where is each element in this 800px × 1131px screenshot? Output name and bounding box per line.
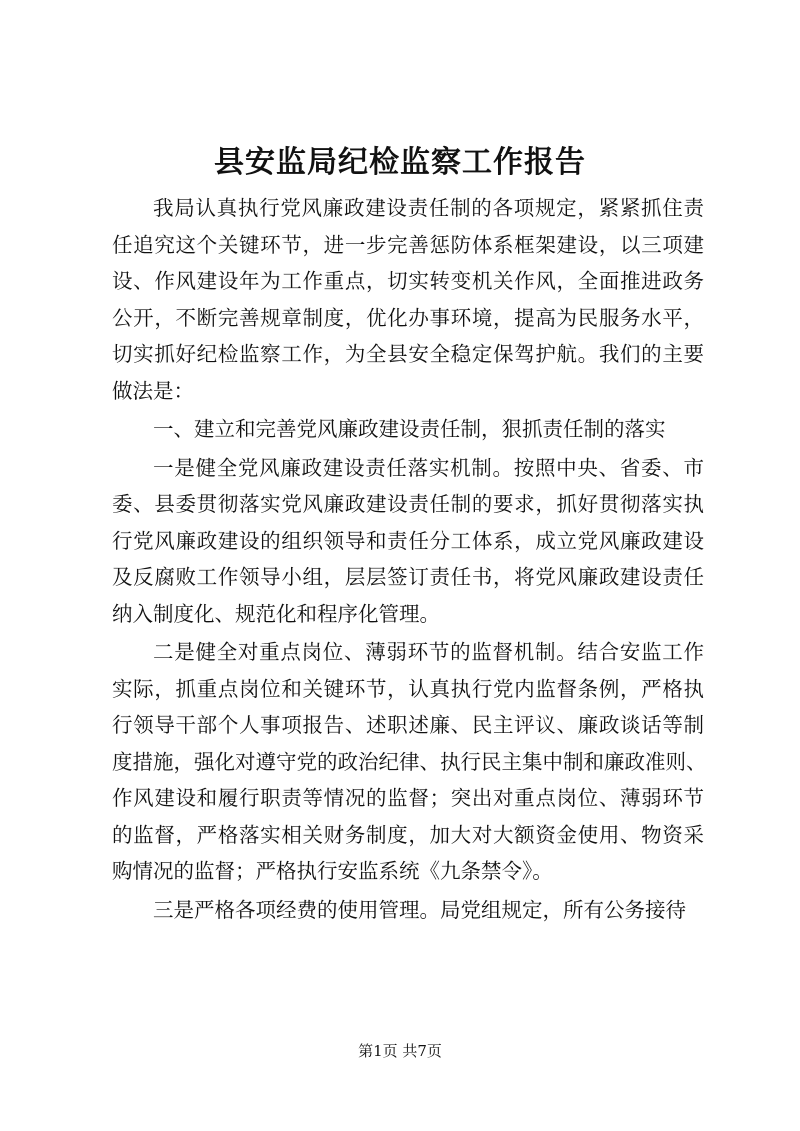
paragraph-line: 纳入制度化、规范化和程序化管理。 xyxy=(112,601,440,626)
page-number: 第1页 共7页 xyxy=(358,1042,442,1060)
paragraph-line: 的监督，严格落实相关财务制度，加大对大额资金使用、物资采 xyxy=(112,822,704,847)
paragraph-line: 委、县委贯彻落实党风廉政建设责任制的要求，抓好贯彻落实执 xyxy=(112,492,704,516)
paragraph-line: 购情况的监督；严格执行安监系统《九条禁令》。 xyxy=(112,859,553,883)
paragraph-line: 我局认真执行党风廉政建设责任制的各项规定，紧紧抓住责 xyxy=(153,196,704,220)
paragraph-line: 行领导干部个人事项报告、述职述廉、民主评议、廉政谈话等制 xyxy=(112,713,704,737)
paragraph-line: 一是健全党风廉政建设责任落实机制。按照中央、省委、市 xyxy=(153,455,704,480)
paragraph-line: 任追究这个关键环节，进一步完善惩防体系框架建设，以三项建 xyxy=(112,232,704,257)
paragraph-line: 二是健全对重点岗位、薄弱环节的监督机制。结合安监工作 xyxy=(153,640,704,664)
paragraph-line: 行党风廉政建设的组织领导和责任分工体系，成立党风廉政建设 xyxy=(112,528,704,553)
section-heading: 一、建立和完善党风廉政建设责任制，狠抓责任制的落实 xyxy=(153,417,666,441)
paragraph-line: 实际，抓重点岗位和关键环节，认真执行党内监督条例，严格执 xyxy=(112,676,704,701)
document-body xyxy=(112,190,707,928)
paragraph-line: 及反腐败工作领导小组，层层签订责任书，将党风廉政建设责任 xyxy=(112,565,704,589)
paragraph-line: 度措施，强化对遵守党的政治纪律、执行民主集中制和廉政准则、 xyxy=(112,749,707,774)
paragraph-line: 做法是： xyxy=(112,378,194,403)
paragraph-line: 作风建设和履行职责等情况的监督；突出对重点岗位、薄弱环节 xyxy=(112,786,704,810)
paragraph-line: 公开，不断完善规章制度，优化办事环境，提高为民服务水平， xyxy=(112,305,704,330)
paragraph-line: 设、作风建设年为工作重点，切实转变机关作风，全面推进政务 xyxy=(112,269,704,293)
paragraph-line: 三是严格各项经费的使用管理。局党组规定，所有公务接待 xyxy=(153,897,686,922)
document-title: 县安监局纪检监察工作报告 xyxy=(214,145,586,180)
paragraph-line: 切实抓好纪检监察工作，为全县安全稳定保驾护航。我们的主要 xyxy=(112,342,704,366)
